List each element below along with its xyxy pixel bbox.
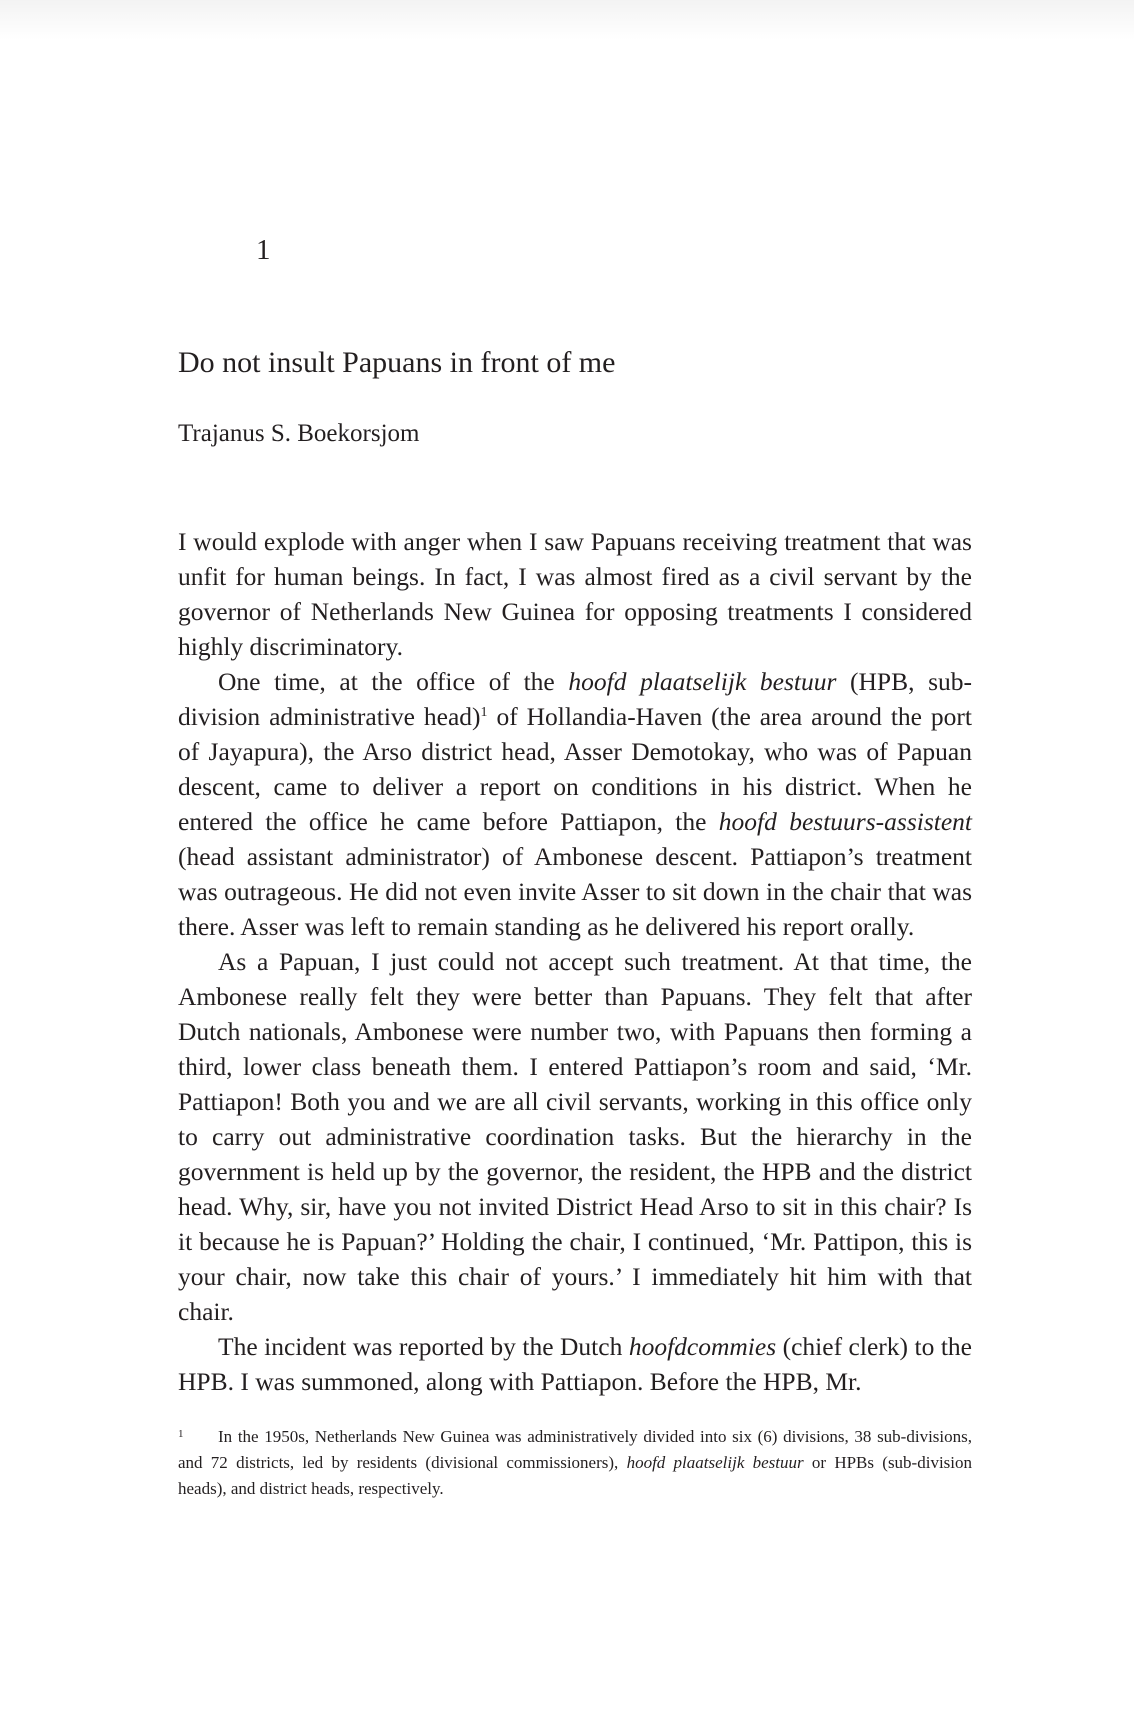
paragraph-2-text-f: (head assistant administrator) of Ambonese descent. Pattiapon’s treatment was outrageous. He did not even invite Asser to sit down in the chair that was there. Asser was left to remain standing as he delivered his report orally. [178,842,972,941]
paragraph-2-italic-term-1: hoofd plaatselijk bestuur [568,667,837,696]
paragraph-1 [178,524,972,664]
chapter-number: 1 [256,234,271,266]
paragraph-4-text-a: The incident was reported by the Dutch [218,1332,629,1361]
footnote-reference[interactable]: 1 [480,705,488,720]
body-text [178,524,972,1399]
paragraph-2-italic-term-2: hoofd bestuurs-assistent [718,807,972,836]
chapter-title: Do not insult Papuans in front of me [178,346,616,379]
paragraph-4-text-c: (chief clerk) to the HPB. I was summoned, along with Pattiapon. Before the HPB, Mr. [178,1332,972,1396]
paragraph-2-text-a: One time, at the office of the [218,667,569,696]
paragraph-2-text-d: of Hollandia-Haven (the area around the port of Jayapura), the Arso district head, Asser Demotokay, who was of Papuan descent, came to deliver a report on conditions in his district. When he entered the office he came before Pattiapon, the [178,702,972,836]
paragraph-4 [178,1329,972,1399]
footnote-italic-term: hoofd plaatselijk bestuur [626,1453,804,1472]
chapter-author: Trajanus S. Boekorsjom [178,420,420,447]
footnote-text-c: or HPBs (sub-division heads), and district heads, respectively. [178,1453,973,1498]
footnote-text-a: In the 1950s, Netherlands New Guinea was administratively divided into six (6) divisions, 38 sub-divisions, and 72 districts, led by residents (divisional commissioners), [178,1427,972,1472]
footnote: 1 In the 1950s, Netherlands New Guinea was administratively divided into six (6) divisions, 38 sub-divisions, and 72 districts, led by residents (divisional commissioners), hoofd plaatselijk bestuur or HPBs (sub-division heads), and district heads, respectively. [178,1427,973,1498]
paragraph-2 [178,664,972,944]
paragraph-1-text: I would explode with anger when I saw Papuans receiving treatment that was unfit for human beings. In fact, I was almost fired as a civil servant by the governor of Netherlands New Guinea for opposing treatments I considered highly discriminatory. [178,527,972,661]
paragraph-2-text-c: (HPB, sub-division administrative head) [178,667,973,731]
paragraph-3-text: As a Papuan, I just could not accept such treatment. At that time, the Ambonese really felt they were better than Papuans. They felt that after Dutch nationals, Ambonese were number two, with Papuans then forming a third, lower class beneath them. I entered Pattiapon’s room and said, ‘Mr. Pattiapon! Both you and we are all civil servants, working in this office only to carry out administrative coordination tasks. But the hierarchy in the government is held up by the governor, the resident, the HPB and the district head. Why, sir, have you not invited District Head Arso to sit in this chair? Is it because he is Papuan?’ Holding the chair, I continued, ‘Mr. Pattipon, this is your chair, now take this chair of yours.’ I immediately hit him with that chair. [178,947,972,1326]
paragraph-3 [178,944,972,1329]
paragraph-4-italic-term: hoofdcommies [628,1332,777,1361]
